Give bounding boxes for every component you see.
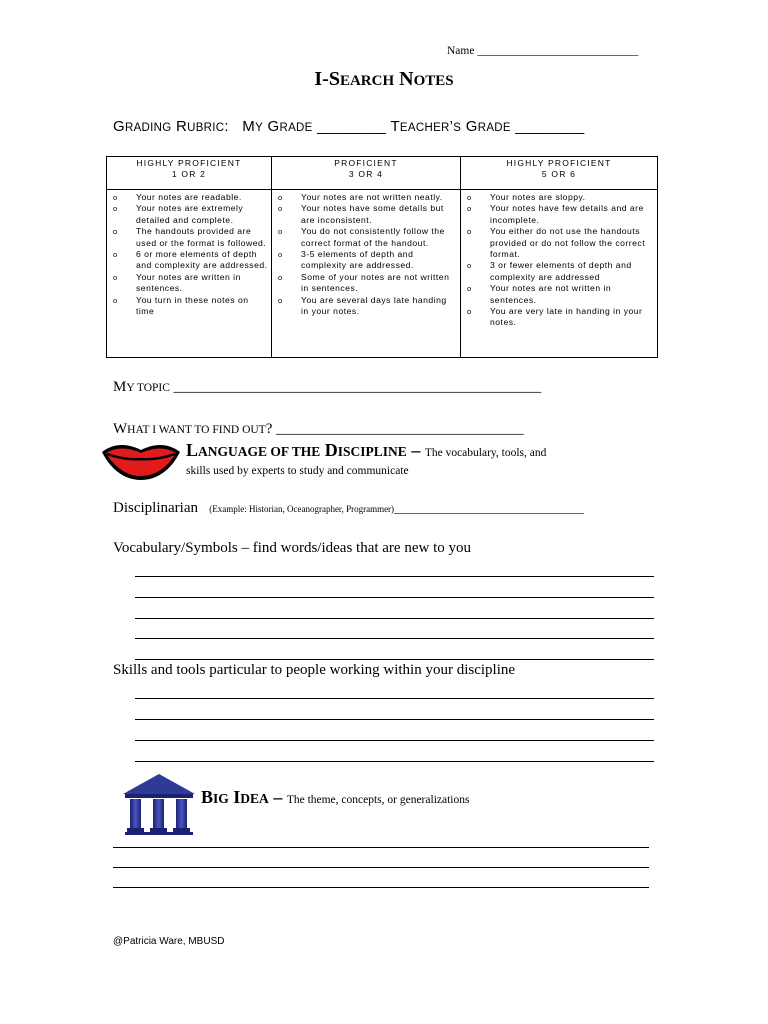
criterion-item: o Your notes have few details and are incomplete. [467,203,654,226]
vocabulary-line-4[interactable] [135,638,654,639]
criterion-item: o Some of your notes are not written in sentences. [278,272,457,295]
my-grade-blank[interactable]: ________ [312,118,391,135]
lips-icon [101,440,181,482]
big-idea-line-3[interactable] [113,887,649,888]
rubric-cell-3 [461,190,658,358]
language-heading: LANGUAGE OF THE DISCIPLINE – The vocabulary, tools, and [186,440,547,460]
find-out-field[interactable]: WHAT I WANT TO FIND OUT? _________________________________ [113,421,524,437]
name-field[interactable]: Name ____________________________ [447,45,639,57]
criterion-item: o You are several days late handing in your notes. [278,295,457,318]
grading-line: GRADING RUBRIC: MY GRADE ________ TEACHER’S GRADE ________ [113,118,585,135]
criterion-item: o 6 or more elements of depth and complexity are addressed. [113,249,268,272]
vocabulary-line-1[interactable] [135,576,654,577]
footer-credit: @Patricia Ware, MBUSD [113,936,225,947]
criterion-item: o Your notes are sloppy. [467,192,654,203]
rubric-cell-2 [272,190,461,358]
skills-line-1[interactable] [135,698,654,699]
criterion-item: o You turn in these notes on time [113,295,268,318]
rubric-header-2: PROFICIENT 3 OR 4 [272,157,461,190]
criterion-item: o Your notes are written in sentences. [113,272,268,295]
teacher-grade-blank: ________ [510,118,585,135]
rubric-table [106,156,658,358]
my-topic-field[interactable]: MY TOPIC _________________________________________________ [113,379,542,395]
criterion-item: o You do not consistently follow the correct format of the handout. [278,226,457,249]
criterion-item: o Your notes are not written in sentences. [467,283,654,306]
skills-line-3[interactable] [135,740,654,741]
criterion-item: o You either do not use the handouts provided or do not follow the correct format. [467,226,654,260]
language-description: skills used by experts to study and communicate [186,465,409,477]
skills-line-4[interactable] [135,761,654,762]
criterion-item: o Your notes have some details but are inconsistent. [278,203,457,226]
criterion-item: o The handouts provided are used or the format is followed. [113,226,268,249]
criterion-item: o 3 or fewer elements of depth and complexity are addressed [467,260,654,283]
rubric-header-3: HIGHLY PROFICIENT 5 OR 6 [461,157,658,190]
disciplinarian-field[interactable]: Disciplinarian (Example: Historian, Oceanographer, Programmer)_________________________________ [113,500,584,516]
vocabulary-line-2[interactable] [135,597,654,598]
big-idea-line-2[interactable] [113,867,649,868]
criterion-item: o Your notes are extremely detailed and complete. [113,203,268,226]
criterion-item: o Your notes are readable. [113,192,268,203]
criterion-item: o You are very late in handing in your notes. [467,306,654,329]
rubric-header-1: HIGHLY PROFICIENT 1 OR 2 [107,157,272,190]
big-idea-heading: BIG IDEA – The theme, concepts, or generalizations [201,787,470,807]
skills-line-2[interactable] [135,719,654,720]
skills-label: Skills and tools particular to people working within your discipline [113,662,516,678]
vocabulary-line-5[interactable] [135,659,654,660]
pillars-icon [121,772,197,836]
vocabulary-label: Vocabulary/Symbols – find words/ideas that are new to you [113,540,471,556]
page-title: I-SEARCH NOTES [314,68,454,90]
criterion-item: o 3-5 elements of depth and complexity are addressed. [278,249,457,272]
rubric-cell-1 [107,190,272,358]
vocabulary-line-3[interactable] [135,618,654,619]
criterion-item: o Your notes are not written neatly. [278,192,457,203]
big-idea-line-1[interactable] [113,847,649,848]
